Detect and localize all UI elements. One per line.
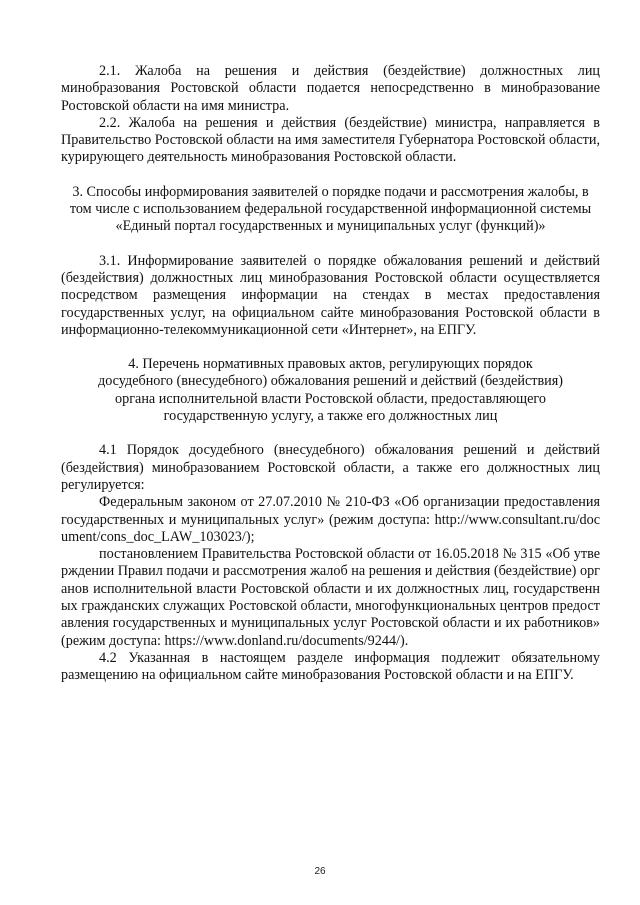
document-page [61,63,600,685]
paragraph-federal-law: Федеральным законом от 27.07.2010 № 210-ФЗ «Об организации предоставления государственных и муниципальных услуг» (режим доступа: http://www.consultant.ru/document/cons_doc_LAW_103023/); [61,494,600,545]
paragraph-2-1: 2.1. Жалоба на решения и действия (бездействие) должностных лиц минобразования Ростовской области подается непосредственно в минобразование Ростовской области на имя министра. [61,63,600,114]
paragraph-4-2: 4.2 Указанная в настоящем разделе информация подлежит обязательному размещению на официальном сайте минобразования Ростовской области и на ЕПГУ. [61,649,600,684]
paragraph-3-1: 3.1. Информирование заявителей о порядке обжалования решений и действий (бездействия) должностных лиц минобразования Ростовской области осуществляется посредством размещения информации на стендах в местах предоставления государственных услуг, на официальном сайте минобразования Ростовской области в информационно-телекоммуникационной сети «Интернет», на ЕПГУ. [61,252,600,338]
section-3-heading: 3. Способы информирования заявителей о порядке подачи и рассмотрения жалобы, в том числе с использованием федеральной государственной информационной системы «Единый портал государственных и муниципальных услуг (функций)» [69,183,592,235]
page-number: 26 [314,866,326,877]
paragraph-2-2: 2.2. Жалоба на решения и действия (бездействие) министра, направляется в Правительство Ростовской области на имя заместителя Губернатора Ростовской области, курирующего деятельность минобразования Ростовской области. [61,114,600,166]
paragraph-4-1: 4.1 Порядок досудебного (внесудебного) обжалования решений и действий (бездействия) минобразованием Ростовской области, а также его должностных лиц регулируется: [61,442,600,493]
section-4-heading: 4. Перечень нормативных правовых актов, регулирующих порядок досудебного (внесудебного) обжалования решений и действий (бездействия) органа исполнительной власти Ростовской области, предоставляющего государственную услугу, а также его должностных лиц [98,356,563,425]
paragraph-regional-decree: постановлением Правительства Ростовской области от 16.05.2018 № 315 «Об утверждении Правил подачи и рассмотрения жалоб на решения и действия (бездействие) органов исполнительной власти Ростовской области и их должностных лиц, государственных гражданских служащих Ростовской области, многофункциональных центров предоставления государственных и муниципальных услуг Ростовской области и их работников» (режим доступа: https://www.donland.ru/documents/9244/). [61,546,600,649]
